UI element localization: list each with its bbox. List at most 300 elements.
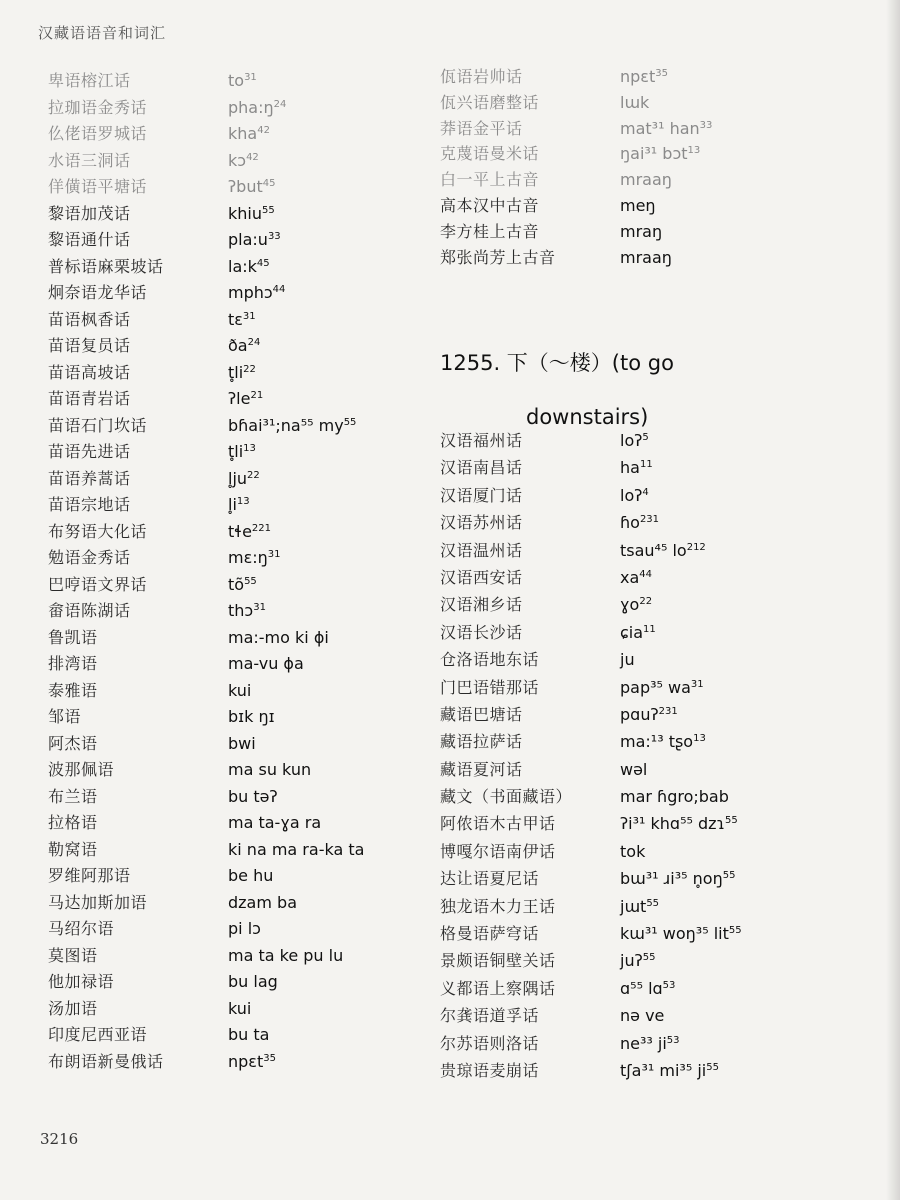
list-item bbox=[48, 598, 364, 625]
word-form bbox=[228, 363, 256, 382]
list-item bbox=[440, 839, 742, 866]
tone-superscript: 44 bbox=[639, 568, 653, 580]
word-form bbox=[620, 705, 678, 724]
left-column bbox=[48, 68, 364, 1075]
word-form-base: ɑ⁵⁵ lɑ bbox=[620, 978, 663, 998]
tone-superscript: 53 bbox=[666, 1034, 680, 1046]
word-form bbox=[620, 924, 742, 943]
tone-superscript: 55 bbox=[722, 870, 736, 882]
word-form bbox=[228, 787, 278, 806]
language-name: 排湾语 bbox=[48, 654, 98, 673]
word-form-base: mɛ:ŋ bbox=[228, 548, 268, 567]
word-form bbox=[620, 93, 649, 112]
word-form-base: lɯk bbox=[620, 92, 650, 112]
list-item bbox=[48, 95, 364, 122]
tone-superscript: 212 bbox=[686, 541, 706, 553]
language-name: 汉语温州话 bbox=[440, 540, 523, 560]
word-form-base: pap³⁵ wa bbox=[620, 677, 691, 697]
word-form bbox=[620, 1034, 680, 1053]
list-item bbox=[440, 757, 742, 784]
word-form bbox=[228, 1025, 269, 1044]
tone-superscript: 35 bbox=[655, 68, 668, 79]
language-name: 高本汉中古音 bbox=[440, 195, 540, 215]
word-form bbox=[228, 442, 256, 461]
language-name: 布朗语新曼俄话 bbox=[48, 1051, 164, 1071]
word-form bbox=[620, 67, 668, 86]
word-form bbox=[228, 734, 256, 753]
list-item bbox=[48, 307, 364, 334]
word-form bbox=[228, 628, 329, 647]
tone-superscript: 4 bbox=[642, 486, 649, 498]
word-form bbox=[228, 813, 321, 832]
word-form bbox=[620, 144, 700, 163]
list-item bbox=[48, 466, 364, 493]
list-item bbox=[440, 167, 712, 193]
word-form-base: ɦo bbox=[620, 513, 640, 533]
language-name: 勒窝语 bbox=[48, 839, 98, 859]
word-form-base: ki na ma ra-ka ta bbox=[228, 839, 365, 859]
language-name: 汉语福州话 bbox=[440, 431, 523, 450]
language-name: 贵琼语麦崩话 bbox=[440, 1060, 540, 1080]
tone-superscript: 22 bbox=[639, 596, 653, 608]
list-item bbox=[440, 141, 712, 167]
list-item bbox=[48, 174, 364, 201]
language-name: 莽语金平话 bbox=[440, 118, 523, 138]
page-edge-shadow bbox=[886, 0, 900, 1200]
language-name: 白一平上古音 bbox=[440, 170, 540, 190]
tone-superscript: 55 bbox=[728, 925, 742, 937]
list-item bbox=[48, 1049, 364, 1076]
tone-superscript: 13 bbox=[687, 145, 701, 157]
language-name: 阿侬语木古甲话 bbox=[440, 814, 556, 834]
word-form bbox=[620, 595, 652, 614]
list-item bbox=[440, 921, 742, 948]
list-item bbox=[48, 625, 364, 652]
list-item bbox=[440, 483, 742, 510]
language-name: 鲁凯语 bbox=[48, 627, 98, 647]
word-form bbox=[620, 541, 706, 560]
language-name: 李方桂上古音 bbox=[440, 221, 540, 241]
language-name: 景颇语铜壁关话 bbox=[440, 951, 556, 971]
word-form-base: ʔi³¹ khɑ⁵⁵ dzɿ bbox=[620, 814, 726, 834]
list-item bbox=[48, 333, 364, 360]
list-item bbox=[440, 1058, 742, 1085]
language-name: 普标语麻栗坡话 bbox=[48, 256, 164, 276]
word-form-base: pɑuʔ bbox=[620, 704, 659, 724]
word-form bbox=[620, 170, 672, 189]
language-name: 藏语巴塘话 bbox=[440, 704, 523, 724]
word-form bbox=[620, 1061, 719, 1080]
right-top-column bbox=[440, 64, 712, 270]
list-item bbox=[440, 976, 742, 1003]
list-item bbox=[440, 64, 712, 90]
language-name: 印度尼西亚语 bbox=[48, 1025, 148, 1044]
language-name: 苗语石门坎话 bbox=[48, 415, 148, 435]
tone-superscript: 31 bbox=[690, 678, 704, 690]
word-form bbox=[228, 707, 275, 726]
word-form-base: mat³¹ han bbox=[620, 118, 700, 138]
tone-superscript: 11 bbox=[643, 623, 656, 635]
word-form-base: l̥ju bbox=[228, 468, 248, 488]
word-form bbox=[228, 389, 263, 408]
word-form bbox=[228, 601, 266, 620]
word-form bbox=[620, 222, 662, 241]
list-item bbox=[440, 116, 712, 142]
tone-superscript: 5 bbox=[642, 432, 649, 443]
entry-heading-line2: downstairs) bbox=[526, 405, 649, 429]
language-name: 佯僙语平塘话 bbox=[48, 177, 148, 196]
word-form-base: npɛt bbox=[228, 1051, 264, 1071]
tone-superscript: 55 bbox=[725, 815, 738, 827]
word-form-base: npɛt bbox=[620, 67, 656, 86]
language-name: 炯奈语龙华话 bbox=[48, 283, 148, 302]
word-form bbox=[228, 336, 260, 355]
right-bottom-column bbox=[440, 428, 742, 1085]
list-item bbox=[48, 731, 364, 758]
word-form bbox=[620, 248, 672, 267]
language-name: 汉语长沙话 bbox=[440, 622, 523, 642]
word-form-base: ma ta-ɣa ra bbox=[228, 813, 322, 832]
list-item bbox=[440, 219, 712, 245]
list-item bbox=[48, 1022, 364, 1049]
language-name: 苗语枫香话 bbox=[48, 309, 131, 329]
word-form-base: nə ve bbox=[620, 1006, 665, 1026]
language-name: 他加禄语 bbox=[48, 972, 115, 991]
page-number: 3216 bbox=[40, 1130, 79, 1148]
word-form bbox=[228, 840, 364, 859]
word-form-base: ða bbox=[228, 336, 248, 355]
language-name: 罗维阿那语 bbox=[48, 866, 131, 885]
language-name: 马绍尔语 bbox=[48, 919, 115, 938]
word-form-base: ma su kun bbox=[228, 760, 312, 779]
list-item bbox=[440, 729, 742, 756]
language-name: 尔苏语则洛话 bbox=[440, 1033, 540, 1053]
word-form-base: ju bbox=[620, 650, 635, 670]
word-form-base: ŋai³¹ bɔt bbox=[620, 144, 688, 164]
word-form-base: bu lag bbox=[228, 972, 278, 991]
list-item bbox=[440, 565, 742, 592]
word-form-base: la:k bbox=[228, 256, 257, 276]
word-form-base: tʃa³¹ mi³⁵ ji bbox=[620, 1060, 707, 1080]
tone-superscript: 55 bbox=[642, 952, 656, 964]
word-form bbox=[620, 513, 659, 532]
word-form bbox=[620, 119, 712, 138]
list-item bbox=[48, 572, 364, 599]
language-name: 黎语加茂话 bbox=[48, 203, 131, 223]
tone-superscript: 31 bbox=[244, 72, 257, 83]
word-form-base: ma:¹³ tʂo bbox=[620, 732, 694, 752]
word-form-base: loʔ bbox=[620, 431, 643, 450]
tone-superscript: 33 bbox=[699, 119, 713, 131]
list-item bbox=[48, 757, 364, 784]
list-item bbox=[48, 148, 364, 175]
tone-superscript: 55 bbox=[262, 204, 275, 216]
tone-superscript: 31 bbox=[267, 549, 281, 560]
list-item bbox=[440, 948, 742, 975]
language-name: 莫图语 bbox=[48, 945, 98, 965]
word-form bbox=[620, 979, 675, 998]
word-form bbox=[620, 951, 655, 970]
list-item bbox=[48, 201, 364, 228]
list-item bbox=[440, 193, 712, 219]
word-form bbox=[620, 814, 738, 833]
tone-superscript: 21 bbox=[250, 390, 264, 401]
word-form-base: juʔ bbox=[620, 951, 643, 971]
word-form-base: wəl bbox=[620, 759, 648, 779]
language-name: 苗语青岩话 bbox=[48, 389, 131, 408]
word-form bbox=[620, 458, 653, 477]
language-name: 博嘎尔语南伊话 bbox=[440, 841, 556, 861]
list-item bbox=[440, 455, 742, 482]
list-item bbox=[440, 866, 742, 893]
word-form-base: meŋ bbox=[620, 195, 656, 215]
language-name: 郑张尚芳上古音 bbox=[440, 247, 556, 267]
word-form bbox=[620, 486, 649, 505]
tone-superscript: 55 bbox=[244, 575, 257, 587]
word-form-base: pla:u bbox=[228, 230, 268, 249]
word-form bbox=[228, 893, 297, 912]
tone-superscript: 24 bbox=[273, 98, 287, 110]
list-item bbox=[48, 68, 364, 95]
tone-superscript: 22 bbox=[243, 363, 256, 375]
word-form bbox=[228, 230, 281, 249]
word-form-base: ɕia bbox=[620, 622, 644, 642]
running-head: 汉藏语语音和词汇 bbox=[38, 24, 167, 42]
word-form-base: loʔ bbox=[620, 485, 643, 505]
word-form-base: mphɔ bbox=[228, 283, 273, 302]
list-item bbox=[48, 280, 364, 307]
list-item bbox=[440, 90, 712, 116]
language-name: 藏语夏河话 bbox=[440, 759, 523, 779]
word-form bbox=[228, 204, 275, 223]
tone-superscript: 13 bbox=[243, 443, 256, 454]
word-form-base: tɬe bbox=[228, 521, 252, 541]
word-form bbox=[620, 842, 645, 861]
word-form-base: kui bbox=[228, 680, 252, 700]
language-name: 佤语岩帅话 bbox=[440, 67, 523, 86]
list-item bbox=[48, 492, 364, 519]
word-form-base: ʔle bbox=[228, 389, 251, 408]
list-item bbox=[48, 890, 364, 917]
word-form-base: pha:ŋ bbox=[228, 97, 274, 117]
language-name: 畲语陈湖话 bbox=[48, 601, 131, 620]
list-item bbox=[440, 428, 742, 455]
list-item bbox=[48, 996, 364, 1023]
word-form bbox=[620, 760, 647, 779]
tone-superscript: 231 bbox=[639, 514, 660, 526]
word-form bbox=[620, 623, 656, 642]
list-item bbox=[440, 647, 742, 674]
language-name: 汉语苏州话 bbox=[440, 513, 523, 533]
language-name: 马达加斯加语 bbox=[48, 892, 148, 912]
language-name: 尔龚语道孚话 bbox=[440, 1006, 540, 1026]
word-form-base: mraŋ bbox=[620, 221, 663, 241]
word-form-base: bwi bbox=[228, 733, 256, 753]
word-form bbox=[228, 760, 311, 779]
list-item bbox=[440, 592, 742, 619]
list-item bbox=[48, 386, 364, 413]
language-name: 苗语先进话 bbox=[48, 442, 131, 461]
word-form-base: tɛ bbox=[228, 309, 243, 329]
language-name: 仫佬语罗城话 bbox=[48, 124, 148, 143]
tone-superscript: 53 bbox=[662, 979, 676, 991]
word-form bbox=[620, 869, 735, 888]
list-item bbox=[48, 837, 364, 864]
tone-superscript: 24 bbox=[247, 337, 261, 348]
language-name: 苗语高坡话 bbox=[48, 362, 131, 382]
word-form bbox=[228, 681, 251, 700]
word-form-base: jɯt bbox=[620, 896, 647, 916]
tone-superscript: 42 bbox=[246, 151, 259, 163]
list-item bbox=[440, 510, 742, 537]
word-form bbox=[228, 522, 271, 541]
tone-superscript: 221 bbox=[251, 522, 272, 534]
word-form bbox=[620, 678, 704, 697]
list-item bbox=[48, 704, 364, 731]
language-name: 门巴语错那话 bbox=[440, 677, 540, 697]
list-item bbox=[440, 1003, 742, 1030]
language-name: 苗语宗地话 bbox=[48, 495, 131, 514]
language-name: 苗语养蒿话 bbox=[48, 468, 131, 488]
list-item bbox=[48, 651, 364, 678]
entry-heading-line1: 1255. 下（～楼）(to go bbox=[440, 351, 674, 375]
tone-superscript: 11 bbox=[639, 459, 653, 471]
word-form bbox=[228, 946, 343, 965]
word-form bbox=[620, 431, 649, 450]
tone-superscript: 55 bbox=[706, 1061, 719, 1073]
word-form-base: ma ta ke pu lu bbox=[228, 945, 344, 965]
word-form-base: tok bbox=[620, 841, 646, 861]
language-name: 拉珈语金秀话 bbox=[48, 97, 148, 117]
word-form bbox=[620, 897, 659, 916]
tone-superscript: 42 bbox=[257, 125, 270, 136]
tone-superscript: 31 bbox=[242, 310, 256, 322]
language-name: 汉语南昌话 bbox=[440, 458, 523, 478]
word-form bbox=[228, 98, 286, 117]
tone-superscript: 22 bbox=[247, 469, 260, 481]
word-form-base: tõ bbox=[228, 574, 245, 594]
word-form-base: khiu bbox=[228, 203, 262, 223]
word-form bbox=[228, 999, 251, 1018]
language-name: 勉语金秀话 bbox=[48, 548, 131, 567]
list-item bbox=[440, 245, 712, 271]
language-name: 拉格语 bbox=[48, 813, 98, 832]
word-form bbox=[228, 575, 257, 594]
word-form bbox=[620, 1006, 664, 1025]
language-name: 汉语湘乡话 bbox=[440, 595, 523, 615]
list-item bbox=[440, 894, 742, 921]
language-name: 格曼语萨穹话 bbox=[440, 924, 540, 944]
word-form bbox=[620, 568, 652, 587]
tone-superscript: 33 bbox=[267, 231, 281, 242]
word-form-base: ʔbut bbox=[228, 177, 263, 196]
list-item bbox=[440, 675, 742, 702]
word-form bbox=[228, 919, 261, 938]
word-form-base: to bbox=[228, 71, 245, 90]
word-form bbox=[228, 972, 278, 991]
word-form bbox=[228, 548, 281, 567]
language-name: 阿杰语 bbox=[48, 733, 98, 753]
word-form-base: t̥li bbox=[228, 442, 244, 461]
word-form-base: bu təʔ bbox=[228, 786, 278, 806]
word-form-base: ma-vu ɸa bbox=[228, 654, 304, 673]
word-form-base: ma:-mo ki ɸi bbox=[228, 627, 329, 647]
language-name: 波那佩语 bbox=[48, 760, 115, 779]
word-form-base: kui bbox=[228, 998, 252, 1018]
word-form-base: be hu bbox=[228, 866, 274, 885]
language-name: 仓洛语地东话 bbox=[440, 650, 540, 670]
language-name: 泰雅语 bbox=[48, 680, 98, 700]
list-item bbox=[48, 227, 364, 254]
list-item bbox=[48, 121, 364, 148]
word-form-base: thɔ bbox=[228, 601, 254, 620]
list-item bbox=[48, 545, 364, 572]
word-form bbox=[620, 787, 729, 806]
word-form-base: ha bbox=[620, 458, 640, 478]
language-name: 藏语拉萨话 bbox=[440, 732, 523, 752]
tone-superscript: 44 bbox=[272, 284, 286, 295]
tone-superscript: 55 bbox=[343, 416, 357, 428]
word-form-base: bu ta bbox=[228, 1025, 270, 1044]
language-name: 水语三洞话 bbox=[48, 150, 131, 170]
language-name: 苗语复员话 bbox=[48, 336, 131, 355]
list-item bbox=[48, 413, 364, 440]
list-item bbox=[48, 254, 364, 281]
word-form bbox=[228, 495, 250, 514]
word-form-base: t̥li bbox=[228, 362, 244, 382]
word-form bbox=[228, 654, 304, 673]
tone-superscript: 45 bbox=[256, 257, 270, 269]
language-name: 汉语厦门话 bbox=[440, 485, 523, 505]
language-name: 邹语 bbox=[48, 707, 82, 726]
word-form bbox=[620, 650, 635, 669]
language-name: 义都语上察隅话 bbox=[440, 978, 556, 998]
language-name: 独龙语木力王话 bbox=[440, 896, 556, 916]
language-name: 卑语榕江话 bbox=[48, 71, 131, 90]
tone-superscript: 13 bbox=[693, 733, 706, 745]
word-form bbox=[228, 124, 270, 143]
word-form bbox=[228, 257, 270, 276]
word-form-base: xa bbox=[620, 567, 640, 587]
language-name: 黎语通什话 bbox=[48, 230, 131, 249]
list-item bbox=[440, 538, 742, 565]
word-form bbox=[228, 283, 285, 302]
list-item bbox=[440, 784, 742, 811]
tone-superscript: 55 bbox=[646, 897, 660, 909]
word-form-base: kha bbox=[228, 124, 258, 143]
word-form-base: tsau⁴⁵ lo bbox=[620, 540, 687, 560]
word-form bbox=[620, 196, 656, 215]
word-form-base: ɣo bbox=[620, 595, 640, 615]
list-item bbox=[48, 916, 364, 943]
word-form-base: mar ɦgro;bab bbox=[620, 787, 729, 807]
list-item bbox=[48, 678, 364, 705]
list-item bbox=[440, 620, 742, 647]
word-form-base: bɪk ŋɪ bbox=[228, 707, 275, 726]
list-item bbox=[48, 810, 364, 837]
word-form bbox=[228, 177, 275, 196]
tone-superscript: 13 bbox=[236, 496, 250, 507]
list-item bbox=[48, 360, 364, 387]
list-item bbox=[48, 439, 364, 466]
word-form-base: ne³³ ji bbox=[620, 1033, 667, 1053]
word-form-base: bɦai³¹;na⁵⁵ my bbox=[228, 415, 344, 435]
word-form-base: dzam ba bbox=[228, 892, 297, 912]
language-name: 布兰语 bbox=[48, 786, 98, 806]
language-name: 汉语西安话 bbox=[440, 567, 523, 587]
language-name: 佤兴语磨整话 bbox=[440, 92, 540, 112]
language-name: 巴哼语文界话 bbox=[48, 574, 148, 594]
